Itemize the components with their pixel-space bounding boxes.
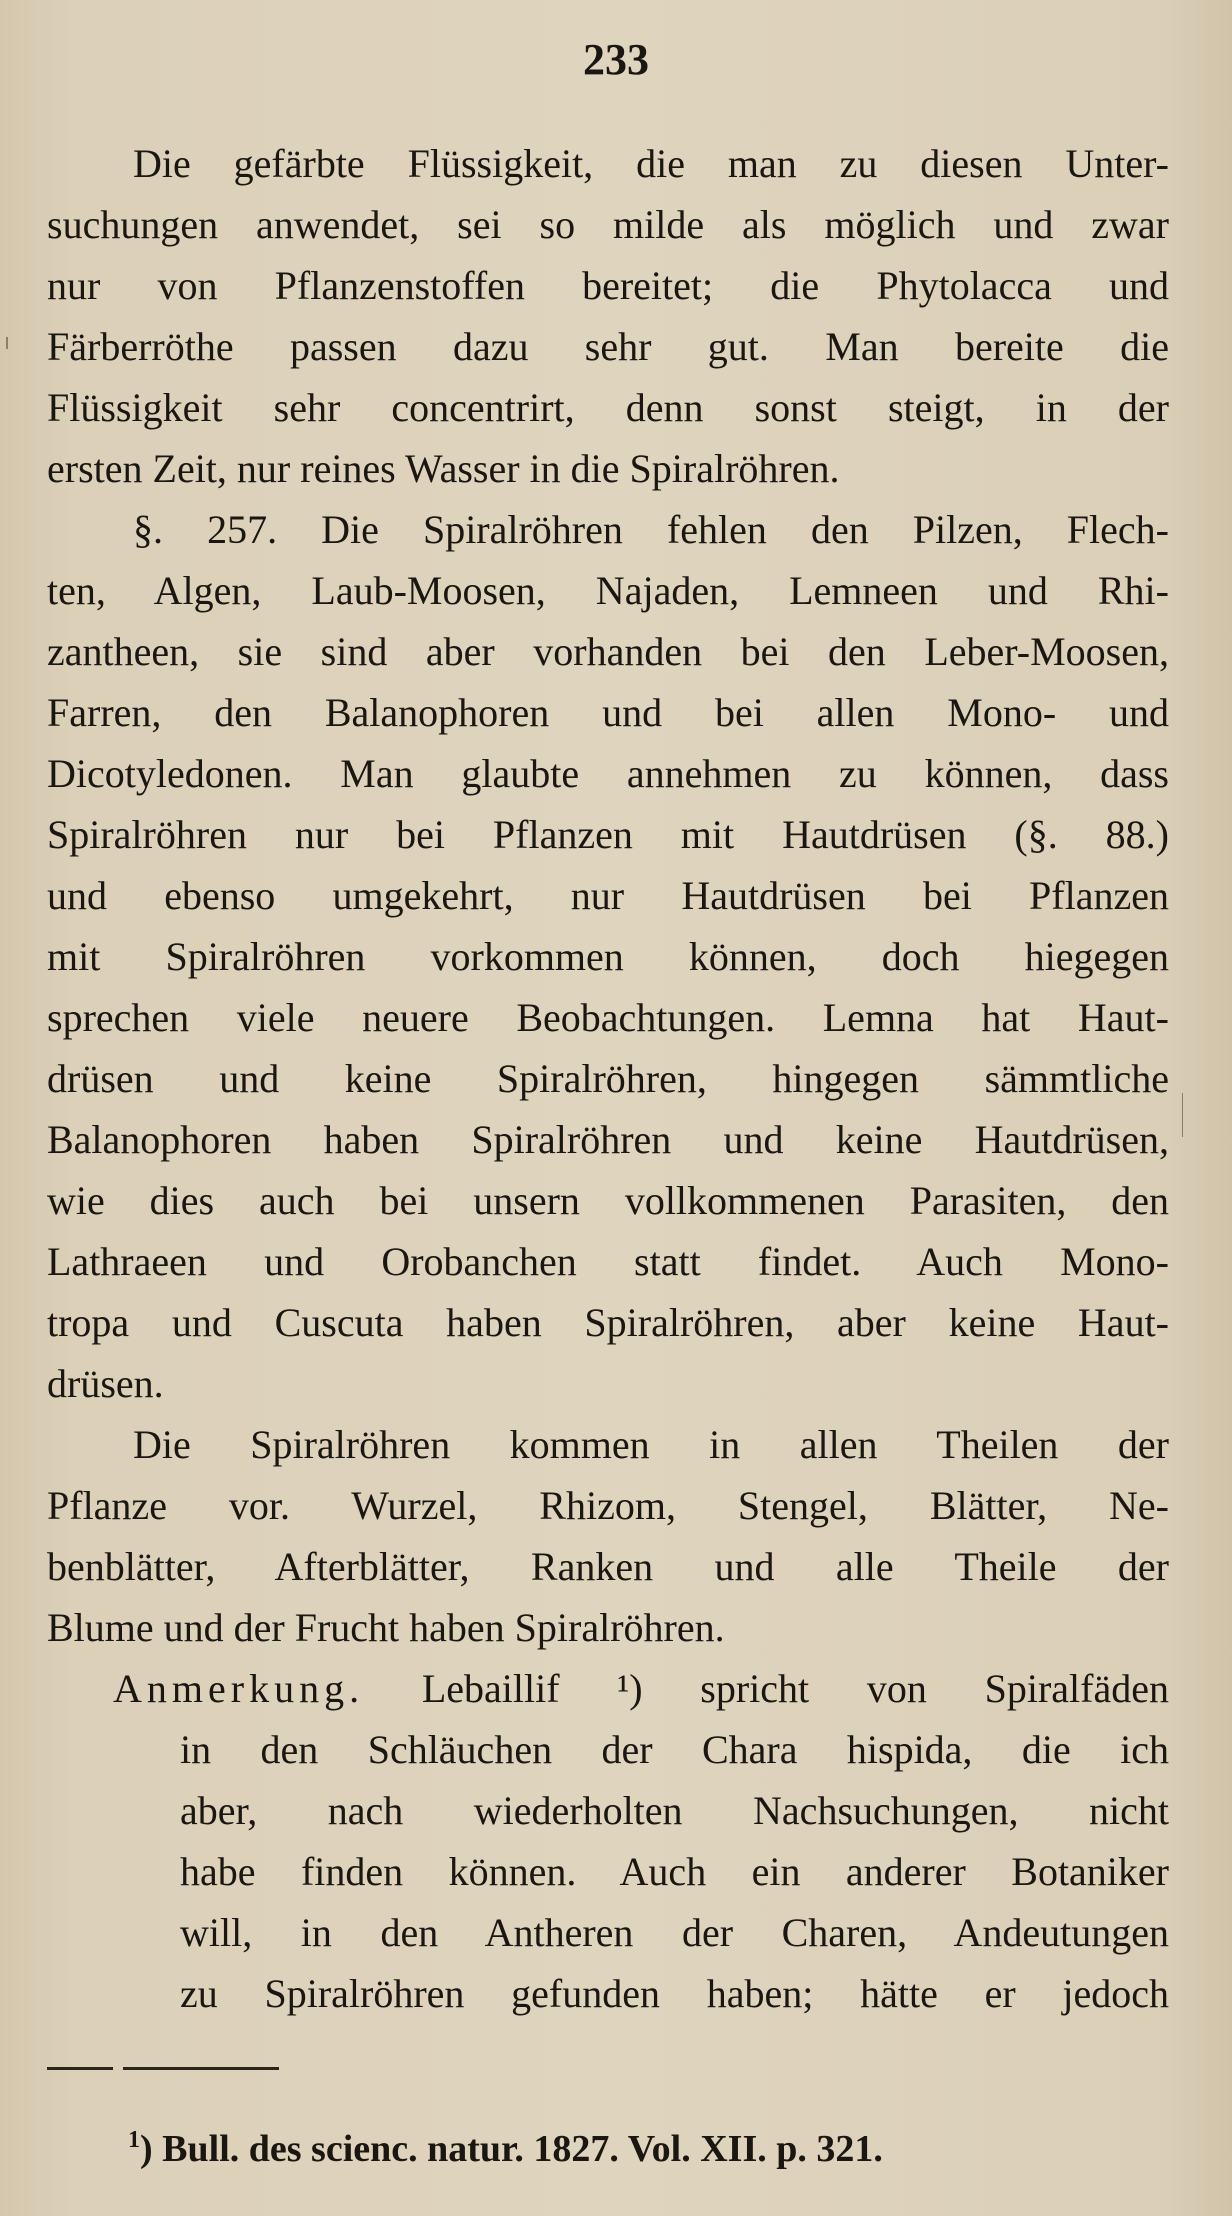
text-line: Die gefärbte Flüssigkeit, die man zu diesen Unter- — [133, 141, 1169, 186]
text-line: Lathraeen und Orobanchen statt findet. Auch Mono- — [47, 1239, 1169, 1284]
note-line: zu Spiralröhren gefunden haben; hätte er jedoch — [180, 1971, 1169, 2016]
text-line: Pflanze vor. Wurzel, Rhizom, Stengel, Blätter, Ne- — [47, 1483, 1169, 1528]
page-number: 233 — [583, 35, 649, 84]
note-first-line-text: Lebaillif ¹) spricht von Spiralfäden — [421, 1666, 1169, 1711]
note-first-line — [47, 1658, 1169, 1719]
text-line: zantheen, sie sind aber vorhanden bei den Leber-Moosen, — [47, 629, 1169, 674]
footnote-rule — [47, 2067, 279, 2070]
text-line: §. 257. Die Spiralröhren fehlen den Pilzen, Flech- — [133, 507, 1169, 552]
note-line: aber, nach wiederholten Nachsuchungen, nicht — [180, 1788, 1169, 1833]
text-line: Balanophoren haben Spiralröhren und keine Hautdrüsen, — [47, 1117, 1169, 1162]
text-line: suchungen anwendet, sei so milde als möglich und zwar — [47, 202, 1169, 247]
note-line: will, in den Antheren der Charen, Andeutungen — [180, 1910, 1169, 1955]
text-line: Dicotyledonen. Man glaubte annehmen zu können, dass — [47, 751, 1169, 796]
text-line: drüsen und keine Spiralröhren, hingegen sämmtliche — [47, 1056, 1169, 1101]
text-line: und ebenso umgekehrt, nur Hautdrüsen bei Pflanzen — [47, 873, 1169, 918]
text-line: Flüssigkeit sehr concentrirt, denn sonst steigt, in der — [47, 385, 1169, 430]
margin-mark — [6, 337, 8, 349]
text-line: Färberröthe passen dazu sehr gut. Man bereite die — [47, 324, 1169, 369]
footnote-marker: 1 — [128, 2127, 140, 2153]
text-line: ten, Algen, Laub-Moosen, Najaden, Lemneen und Rhi- — [47, 568, 1169, 613]
text-line: Farren, den Balanophoren und bei allen Mono- und — [47, 690, 1169, 735]
note-line: in den Schläuchen der Chara hispida, die ich — [180, 1727, 1169, 1772]
text-line: benblätter, Afterblätter, Ranken und alle Theile der — [47, 1544, 1169, 1589]
text-line: tropa und Cuscuta haben Spiralröhren, aber keine Haut- — [47, 1300, 1169, 1345]
note-line: habe finden können. Auch ein anderer Botaniker — [180, 1849, 1169, 1894]
text-line: drüsen. — [47, 1361, 164, 1406]
text-line: mit Spiralröhren vorkommen können, doch hiegegen — [47, 934, 1169, 979]
text-line: Blume und der Frucht haben Spiralröhren. — [47, 1605, 725, 1650]
footnote — [128, 2128, 883, 2168]
text-line: nur von Pflanzenstoffen bereitet; die Phytolacca und — [47, 263, 1169, 308]
footnote-text: ) Bull. des scienc. natur. 1827. Vol. XII. p. 321. — [140, 2128, 883, 2170]
note-label: Anmerkung. — [113, 1666, 365, 1711]
margin-mark — [1182, 1093, 1183, 1137]
text-line: ersten Zeit, nur reines Wasser in die Spiralröhren. — [47, 446, 840, 491]
rule-gap — [113, 2066, 123, 2071]
text-line: wie dies auch bei unsern vollkommenen Parasiten, den — [47, 1178, 1169, 1223]
main-text-block — [47, 133, 1169, 2024]
text-line: Die Spiralröhren kommen in allen Theilen der — [133, 1422, 1169, 1467]
text-line: Spiralröhren nur bei Pflanzen mit Hautdrüsen (§. 88.) — [47, 812, 1169, 857]
text-line: sprechen viele neuere Beobachtungen. Lemna hat Haut- — [47, 995, 1169, 1040]
